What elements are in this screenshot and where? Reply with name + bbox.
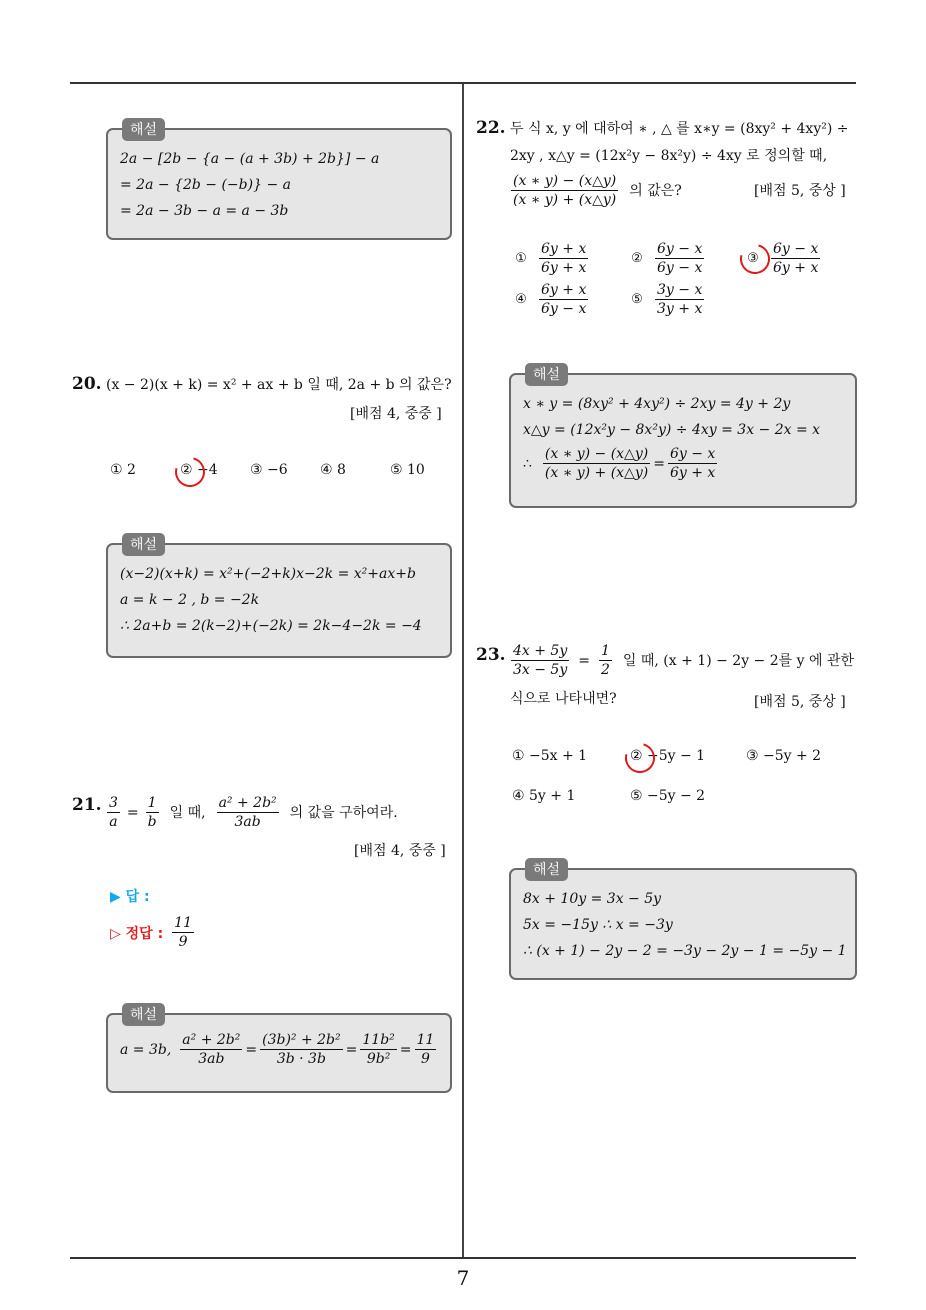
solution-line: = 2a − {2b − (−b)} − a [120, 177, 291, 193]
fraction: $\frac{3}{a}$ [109, 795, 118, 830]
q23-choice-1[interactable]: ① −5x + 1 [512, 748, 588, 764]
q20-choice-1[interactable]: ① 2 [110, 462, 136, 478]
q20-choice-2[interactable]: ② −4 [180, 462, 218, 478]
answer-circle-mark [170, 452, 211, 493]
q23-number: 23. [476, 645, 506, 665]
bottom-rule [70, 1257, 856, 1259]
q20-number: 20. [72, 374, 102, 394]
solution-line: (x−2)(x+k) = x²+(−2+k)x−2k = x²+ax+b [120, 566, 416, 582]
fraction: $\frac{(x ∗ y) - (x\triangle y)}{(x ∗ y) + (x\triangle y)}$ [544, 446, 649, 481]
page-number: 7 [456, 1266, 470, 1290]
fraction: $\frac{\text{(3b)² + 2b²}}{3b \cdot 3b}$ [262, 1032, 341, 1067]
q22-line2: 2xy , x△y = (12x²y − 8x²y) ÷ 4xy 로 정의할 때, [510, 148, 828, 164]
fraction: $\frac{\text{11b²}}{\text{9b²}}$ [362, 1032, 395, 1067]
fraction: $\frac{11}{9}$ [174, 915, 192, 950]
q23-choice-2[interactable]: ② −5y − 1 [630, 748, 706, 764]
solution-line: 8x + 10y = 3x − 5y [523, 891, 662, 907]
solution-line: x△y = (12x²y − 8x²y) ÷ 4xy = 3x − 2x = x [523, 422, 821, 438]
q23-meta: [배점 5, 중상 ] [754, 694, 846, 710]
answer-input-label[interactable]: ▶ 답 : [110, 889, 150, 905]
fraction: $\frac{\text{a² + 2b²}}{3ab}$ [182, 1032, 241, 1067]
solution-tag: 해설 [122, 1003, 165, 1026]
solution-line: 5x = −15y ∴ x = −3y [523, 917, 673, 933]
fraction: $\frac{4x + 5y}{3x - 5y}$ [513, 643, 568, 678]
q22-solution-box [509, 367, 857, 508]
fraction: $\frac{1}{b}$ [147, 795, 157, 830]
solution-line: ∴ (x + 1) − 2y − 2 = −3y − 2y − 1 = −5y − 1 [523, 943, 847, 959]
q19-solution-box [106, 122, 452, 240]
q21-meta: [배점 4, 중중 ] [354, 843, 446, 859]
fraction: $\frac{6y - x}{6y + x}$ [669, 446, 716, 481]
q20-choice-3[interactable]: ③ −6 [250, 462, 288, 478]
q22-line1: 두 식 x, y 에 대하여 ∗ , △ 를 x∗y = (8xy² + 4xy²) ÷ [510, 121, 849, 137]
solution-line: ∴ $\frac{(x ∗ y) - (x\triangle y)}{(x ∗ y) + (x\triangle y)}$ = $\frac{6y - x}{6y + x}$ [523, 446, 716, 481]
q23-choice-3[interactable]: ③ −5y + 2 [746, 748, 822, 764]
correct-answer: ▷ 정답 : $\frac{11}{9}$ [110, 915, 192, 950]
answer-circle-mark [620, 738, 661, 779]
solution-tag: 해설 [525, 858, 568, 881]
q21-solution-box [106, 1007, 452, 1093]
q22-meta: [배점 5, 중상 ] [754, 183, 846, 199]
solution-line: a = k − 2 , b = −2k [120, 592, 260, 608]
solution-tag: 해설 [525, 363, 568, 386]
q20-meta: [배점 4, 중중 ] [350, 406, 442, 422]
q21-text: $\frac{3}{a}$ = $\frac{1}{b}$ 일 때, $\frac{\text{a² + 2b²}}{3ab}$ 의 값을 구하여라. [109, 795, 398, 830]
q21-number: 21. [72, 795, 102, 815]
q23-line1: $\frac{4x + 5y}{3x - 5y}$ = $\frac{1}{2}$ 일 때, (x + 1) − 2y − 2를 y 에 관한 [513, 643, 855, 678]
q20-choice-5[interactable]: ⑤ 10 [390, 462, 425, 478]
q23-solution-box [509, 862, 857, 980]
q23-choice-4[interactable]: ④ 5y + 1 [512, 788, 576, 804]
fraction: $\frac{11}{9}$ [416, 1032, 435, 1067]
q22-choice-1[interactable]: ① $\frac{6y + x}{6y + x}$ [515, 241, 587, 276]
q22-number: 22. [476, 118, 506, 138]
fraction: $\frac{(x ∗ y) - (x\triangle y)}{(x ∗ y) + (x\triangle y)}$ [513, 173, 617, 208]
solution-tag: 해설 [122, 118, 165, 141]
q23-line2: 식으로 나타내면? [510, 691, 617, 707]
q22-choice-4[interactable]: ④ $\frac{6y + x}{6y - x}$ [515, 282, 587, 317]
solution-line: x ∗ y = (8xy² + 4xy²) ÷ 2xy = 4y + 2y [523, 396, 791, 412]
q22-line3: $\frac{(x ∗ y) - (x\triangle y)}{(x ∗ y) + (x\triangle y)}$ 의 값은? [513, 173, 682, 208]
solution-tag: 해설 [122, 533, 165, 556]
solution-line: ∴ 2a+b = 2(k−2)+(−2k) = 2k−4−2k = −4 [120, 618, 422, 634]
fraction: $\frac{1}{2}$ [600, 643, 610, 678]
q22-choice-2[interactable]: ② $\frac{6y - x}{6y - x}$ [631, 241, 703, 276]
q22-choice-3[interactable]: ③ $\frac{6y - x}{6y + x}$ [747, 241, 819, 276]
solution-line: = 2a − 3b − a = a − 3b [120, 203, 289, 219]
fraction: $\frac{\text{a² + 2b²}}{3ab}$ [218, 795, 277, 830]
q23-choice-5[interactable]: ⑤ −5y − 2 [630, 788, 706, 804]
q20-solution-box [106, 537, 452, 658]
q20-text: (x − 2)(x + k) = x² + ax + b 일 때, 2a + b 의 값은? [106, 377, 452, 393]
solution-line: 2a − [2b − {a − (a + 3b) + 2b}] − a [120, 151, 380, 167]
column-divider [462, 84, 464, 1258]
q22-choice-5[interactable]: ⑤ $\frac{3y - x}{3y + x}$ [631, 282, 703, 317]
q20-choice-4[interactable]: ④ 8 [320, 462, 346, 478]
solution-line: a = 3b, $\frac{\text{a² + 2b²}}{3ab}$ = $\frac{\text{(3b)² + 2b²}}{3b \cdot 3b}$ = $\frac{\text{11b²}}{\text{9b²}}$ = $\frac{11}{9}$ [120, 1032, 435, 1067]
